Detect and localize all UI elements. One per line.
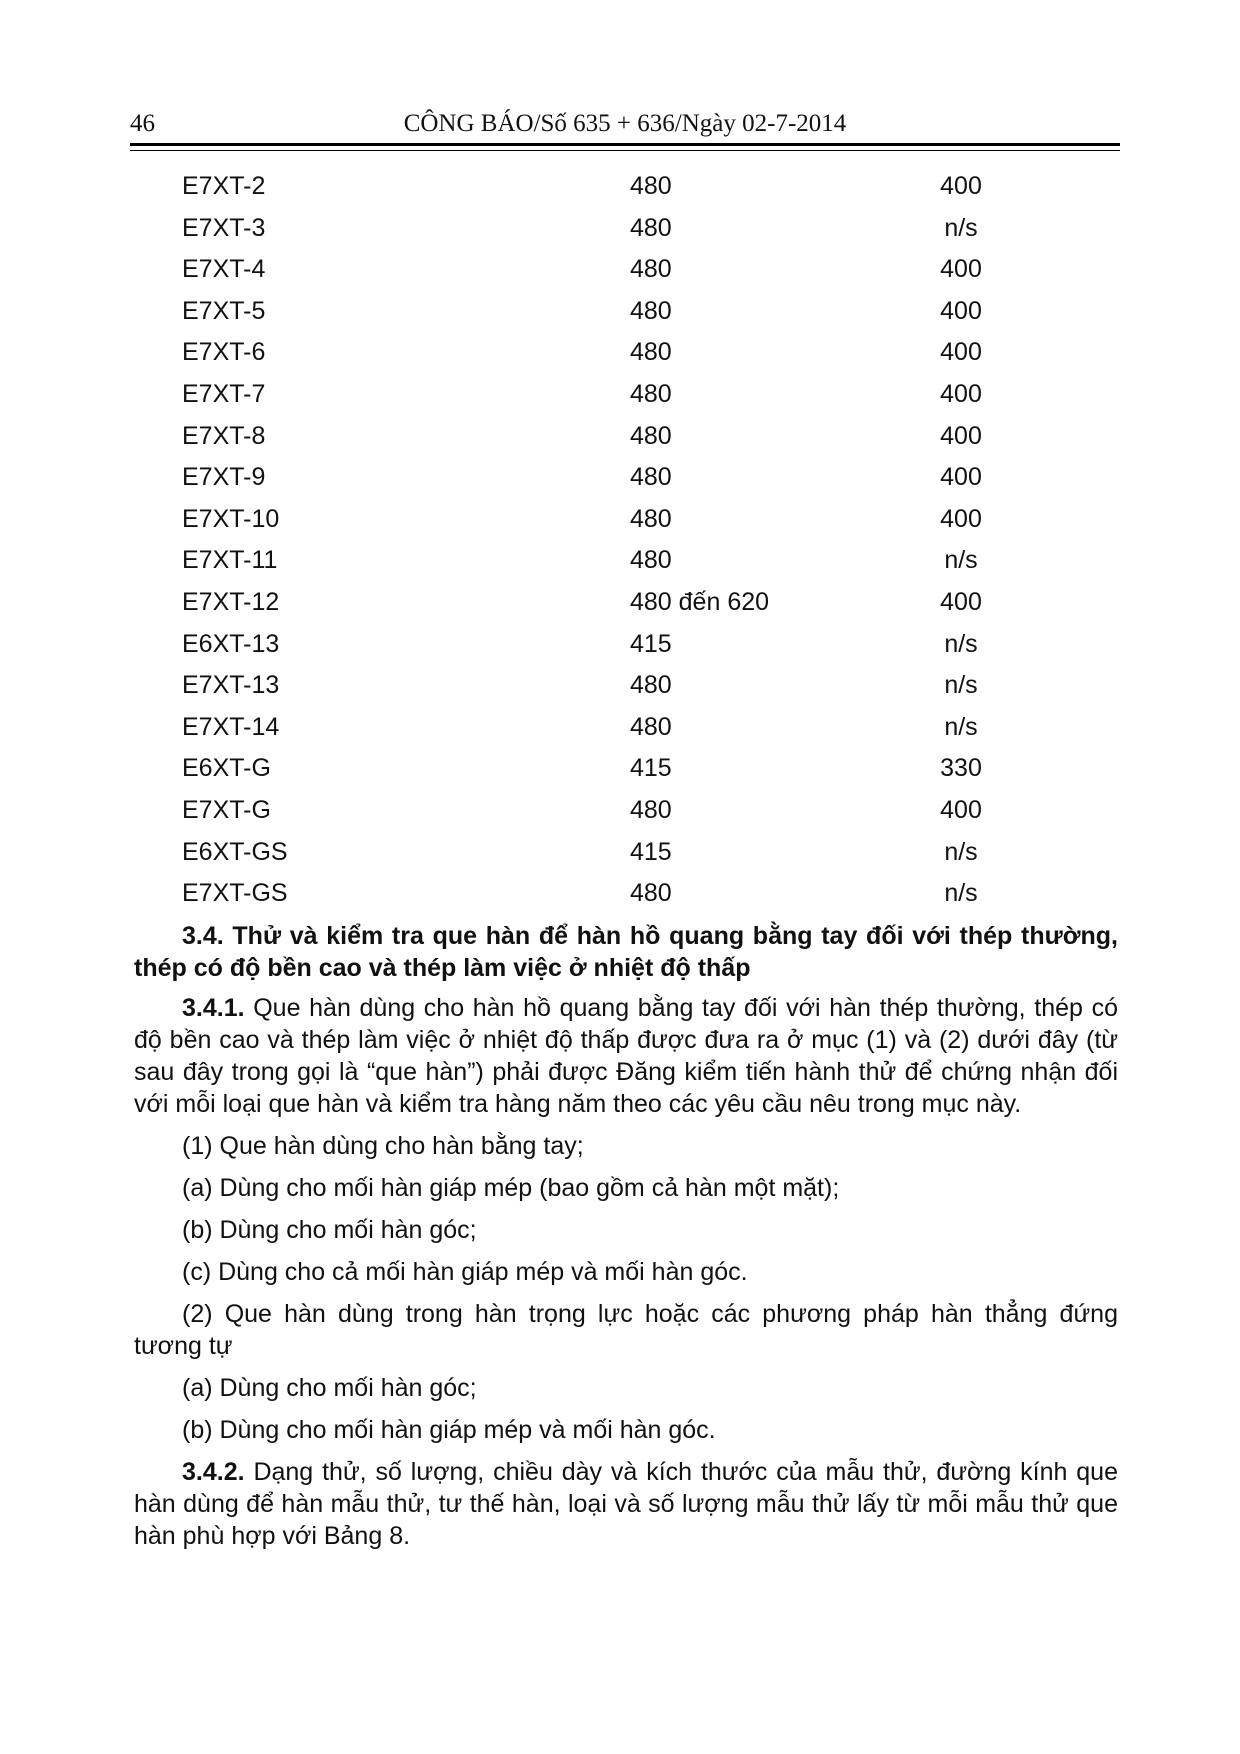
- clause-text-3-4-2: Dạng thử, số lượng, chiều dày và kích thước của mẫu thử, đường kính que hàn dùng để hàn mẫu thử, tư thế hàn, loại và số lượng mẫu thử lấy từ mỗi mẫu thử que hàn phù hợp với Bảng 8.: [134, 1458, 1118, 1550]
- tensile-strength-cell: 415: [630, 629, 672, 658]
- tensile-strength-cell: 480: [630, 671, 672, 700]
- yield-strength-cell: n/s: [944, 671, 978, 700]
- tensile-strength-cell: 480 đến 620: [630, 587, 770, 616]
- electrode-grade-cell: E6XT-13: [182, 629, 280, 658]
- electrode-grade-cell: E7XT-14: [182, 712, 280, 741]
- electrode-grade-cell: E7XT-13: [182, 671, 280, 700]
- yield-strength-cell: 400: [940, 421, 982, 450]
- list-item-2a: (a) Dùng cho mối hàn góc;: [182, 1374, 477, 1402]
- electrode-grade-cell: E7XT-GS: [182, 879, 288, 908]
- tensile-strength-cell: 480: [630, 463, 672, 492]
- electrode-grade-cell: E7XT-10: [182, 504, 280, 533]
- gazette-header-title: CÔNG BÁO/Số 635 + 636/Ngày 02-7-2014: [403, 110, 847, 137]
- tensile-strength-cell: 415: [630, 754, 672, 783]
- list-item-1c: (c) Dùng cho cả mối hàn giáp mép và mối hàn góc.: [182, 1258, 748, 1286]
- list-item-1: (1) Que hàn dùng cho hàn bằng tay;: [182, 1132, 584, 1160]
- yield-strength-cell: 400: [940, 255, 982, 284]
- table-row: [130, 380, 1120, 422]
- table-row: [130, 422, 1120, 464]
- table-row: [130, 505, 1120, 547]
- tensile-strength-cell: 415: [630, 837, 672, 866]
- table-row: [130, 796, 1120, 838]
- yield-strength-cell: n/s: [944, 712, 978, 741]
- electrode-grade-cell: E7XT-G: [182, 795, 271, 824]
- table-row: [130, 172, 1120, 214]
- yield-strength-cell: 400: [940, 463, 982, 492]
- list-item-1b: (b) Dùng cho mối hàn góc;: [182, 1216, 477, 1244]
- electrode-strength-table: [130, 172, 1120, 921]
- tensile-strength-cell: 480: [630, 795, 672, 824]
- electrode-grade-cell: E7XT-11: [182, 546, 278, 575]
- yield-strength-cell: 400: [940, 172, 982, 200]
- tensile-strength-cell: 480: [630, 172, 672, 200]
- yield-strength-cell: n/s: [944, 629, 978, 658]
- table-row: [130, 255, 1120, 297]
- table-row: [130, 463, 1120, 505]
- tensile-strength-cell: 480: [630, 338, 672, 367]
- clause-label-3-4-2: 3.4.2.: [182, 1458, 245, 1486]
- clause-text-3-4-1: Que hàn dùng cho hàn hồ quang bằng tay đối với hàn thép thường, thép có độ bền cao và thép làm việc ở nhiệt độ thấp được đưa ra ở mục (1) và (2) dưới đây (từ sau đây trong gọi là “que hàn”) phải được Đăng kiểm tiến hành thử để chứng nhận đối với mỗi loại que hàn và kiểm tra hàng năm theo các yêu cầu nêu trong mục này.: [134, 994, 1118, 1118]
- section-body: [134, 920, 1118, 1560]
- table-row: [130, 588, 1120, 630]
- electrode-grade-cell: E7XT-9: [182, 463, 266, 492]
- table-row: [130, 838, 1120, 880]
- table-row: [130, 879, 1120, 921]
- electrode-grade-cell: E6XT-G: [182, 754, 271, 783]
- table-row: [130, 297, 1120, 339]
- yield-strength-cell: 400: [940, 379, 982, 408]
- list-item-1a: (a) Dùng cho mối hàn giáp mép (bao gồm cả hàn một mặt);: [182, 1174, 840, 1202]
- header-rule-thin: [130, 150, 1120, 151]
- yield-strength-cell: n/s: [944, 546, 978, 575]
- paragraph-3-4-1: [134, 992, 1118, 1120]
- electrode-grade-cell: E7XT-8: [182, 421, 266, 450]
- list-item-2b: (b) Dùng cho mối hàn giáp mép và mối hàn góc.: [182, 1416, 716, 1444]
- table-row: [130, 546, 1120, 588]
- tensile-strength-cell: 480: [630, 546, 672, 575]
- yield-strength-cell: 400: [940, 296, 982, 325]
- table-row: [130, 338, 1120, 380]
- tensile-strength-cell: 480: [630, 712, 672, 741]
- yield-strength-cell: n/s: [944, 837, 978, 866]
- tensile-strength-cell: 480: [630, 421, 672, 450]
- electrode-grade-cell: E7XT-2: [182, 172, 266, 200]
- table-row: [130, 713, 1120, 755]
- tensile-strength-cell: 480: [630, 296, 672, 325]
- electrode-grade-cell: E7XT-6: [182, 338, 266, 367]
- yield-strength-cell: 330: [940, 754, 982, 783]
- list-item-2: (2) Que hàn dùng trong hàn trọng lực hoặc các phương pháp hàn thẳng đứng tương tự: [134, 1300, 1118, 1360]
- page-header: [130, 100, 1120, 140]
- electrode-grade-cell: E7XT-12: [182, 587, 280, 616]
- table-row: [130, 754, 1120, 796]
- yield-strength-cell: 400: [940, 587, 982, 616]
- electrode-grade-cell: E7XT-3: [182, 213, 266, 242]
- tensile-strength-cell: 480: [630, 879, 672, 908]
- yield-strength-cell: n/s: [944, 879, 978, 908]
- tensile-strength-cell: 480: [630, 255, 672, 284]
- electrode-grade-cell: E6XT-GS: [182, 837, 288, 866]
- tensile-strength-cell: 480: [630, 504, 672, 533]
- tensile-strength-cell: 480: [630, 379, 672, 408]
- table-row: [130, 671, 1120, 713]
- electrode-grade-cell: E7XT-5: [182, 296, 266, 325]
- table-row: [130, 214, 1120, 256]
- table-row: [130, 630, 1120, 672]
- electrode-grade-cell: E7XT-4: [182, 255, 266, 284]
- electrode-grade-cell: E7XT-7: [182, 379, 266, 408]
- yield-strength-cell: 400: [940, 795, 982, 824]
- header-rule-thick: [130, 143, 1120, 146]
- yield-strength-cell: 400: [940, 338, 982, 367]
- clause-label-3-4-1: 3.4.1.: [182, 994, 245, 1022]
- section-heading-3-4: 3.4. Thử và kiểm tra que hàn để hàn hồ quang bằng tay đối với thép thường, thép có độ bền cao và thép làm việc ở nhiệt độ thấp: [134, 922, 1118, 982]
- page-number: 46: [130, 110, 155, 137]
- yield-strength-cell: 400: [940, 504, 982, 533]
- yield-strength-cell: n/s: [944, 213, 978, 242]
- tensile-strength-cell: 480: [630, 213, 672, 242]
- paragraph-3-4-2: [134, 1456, 1118, 1552]
